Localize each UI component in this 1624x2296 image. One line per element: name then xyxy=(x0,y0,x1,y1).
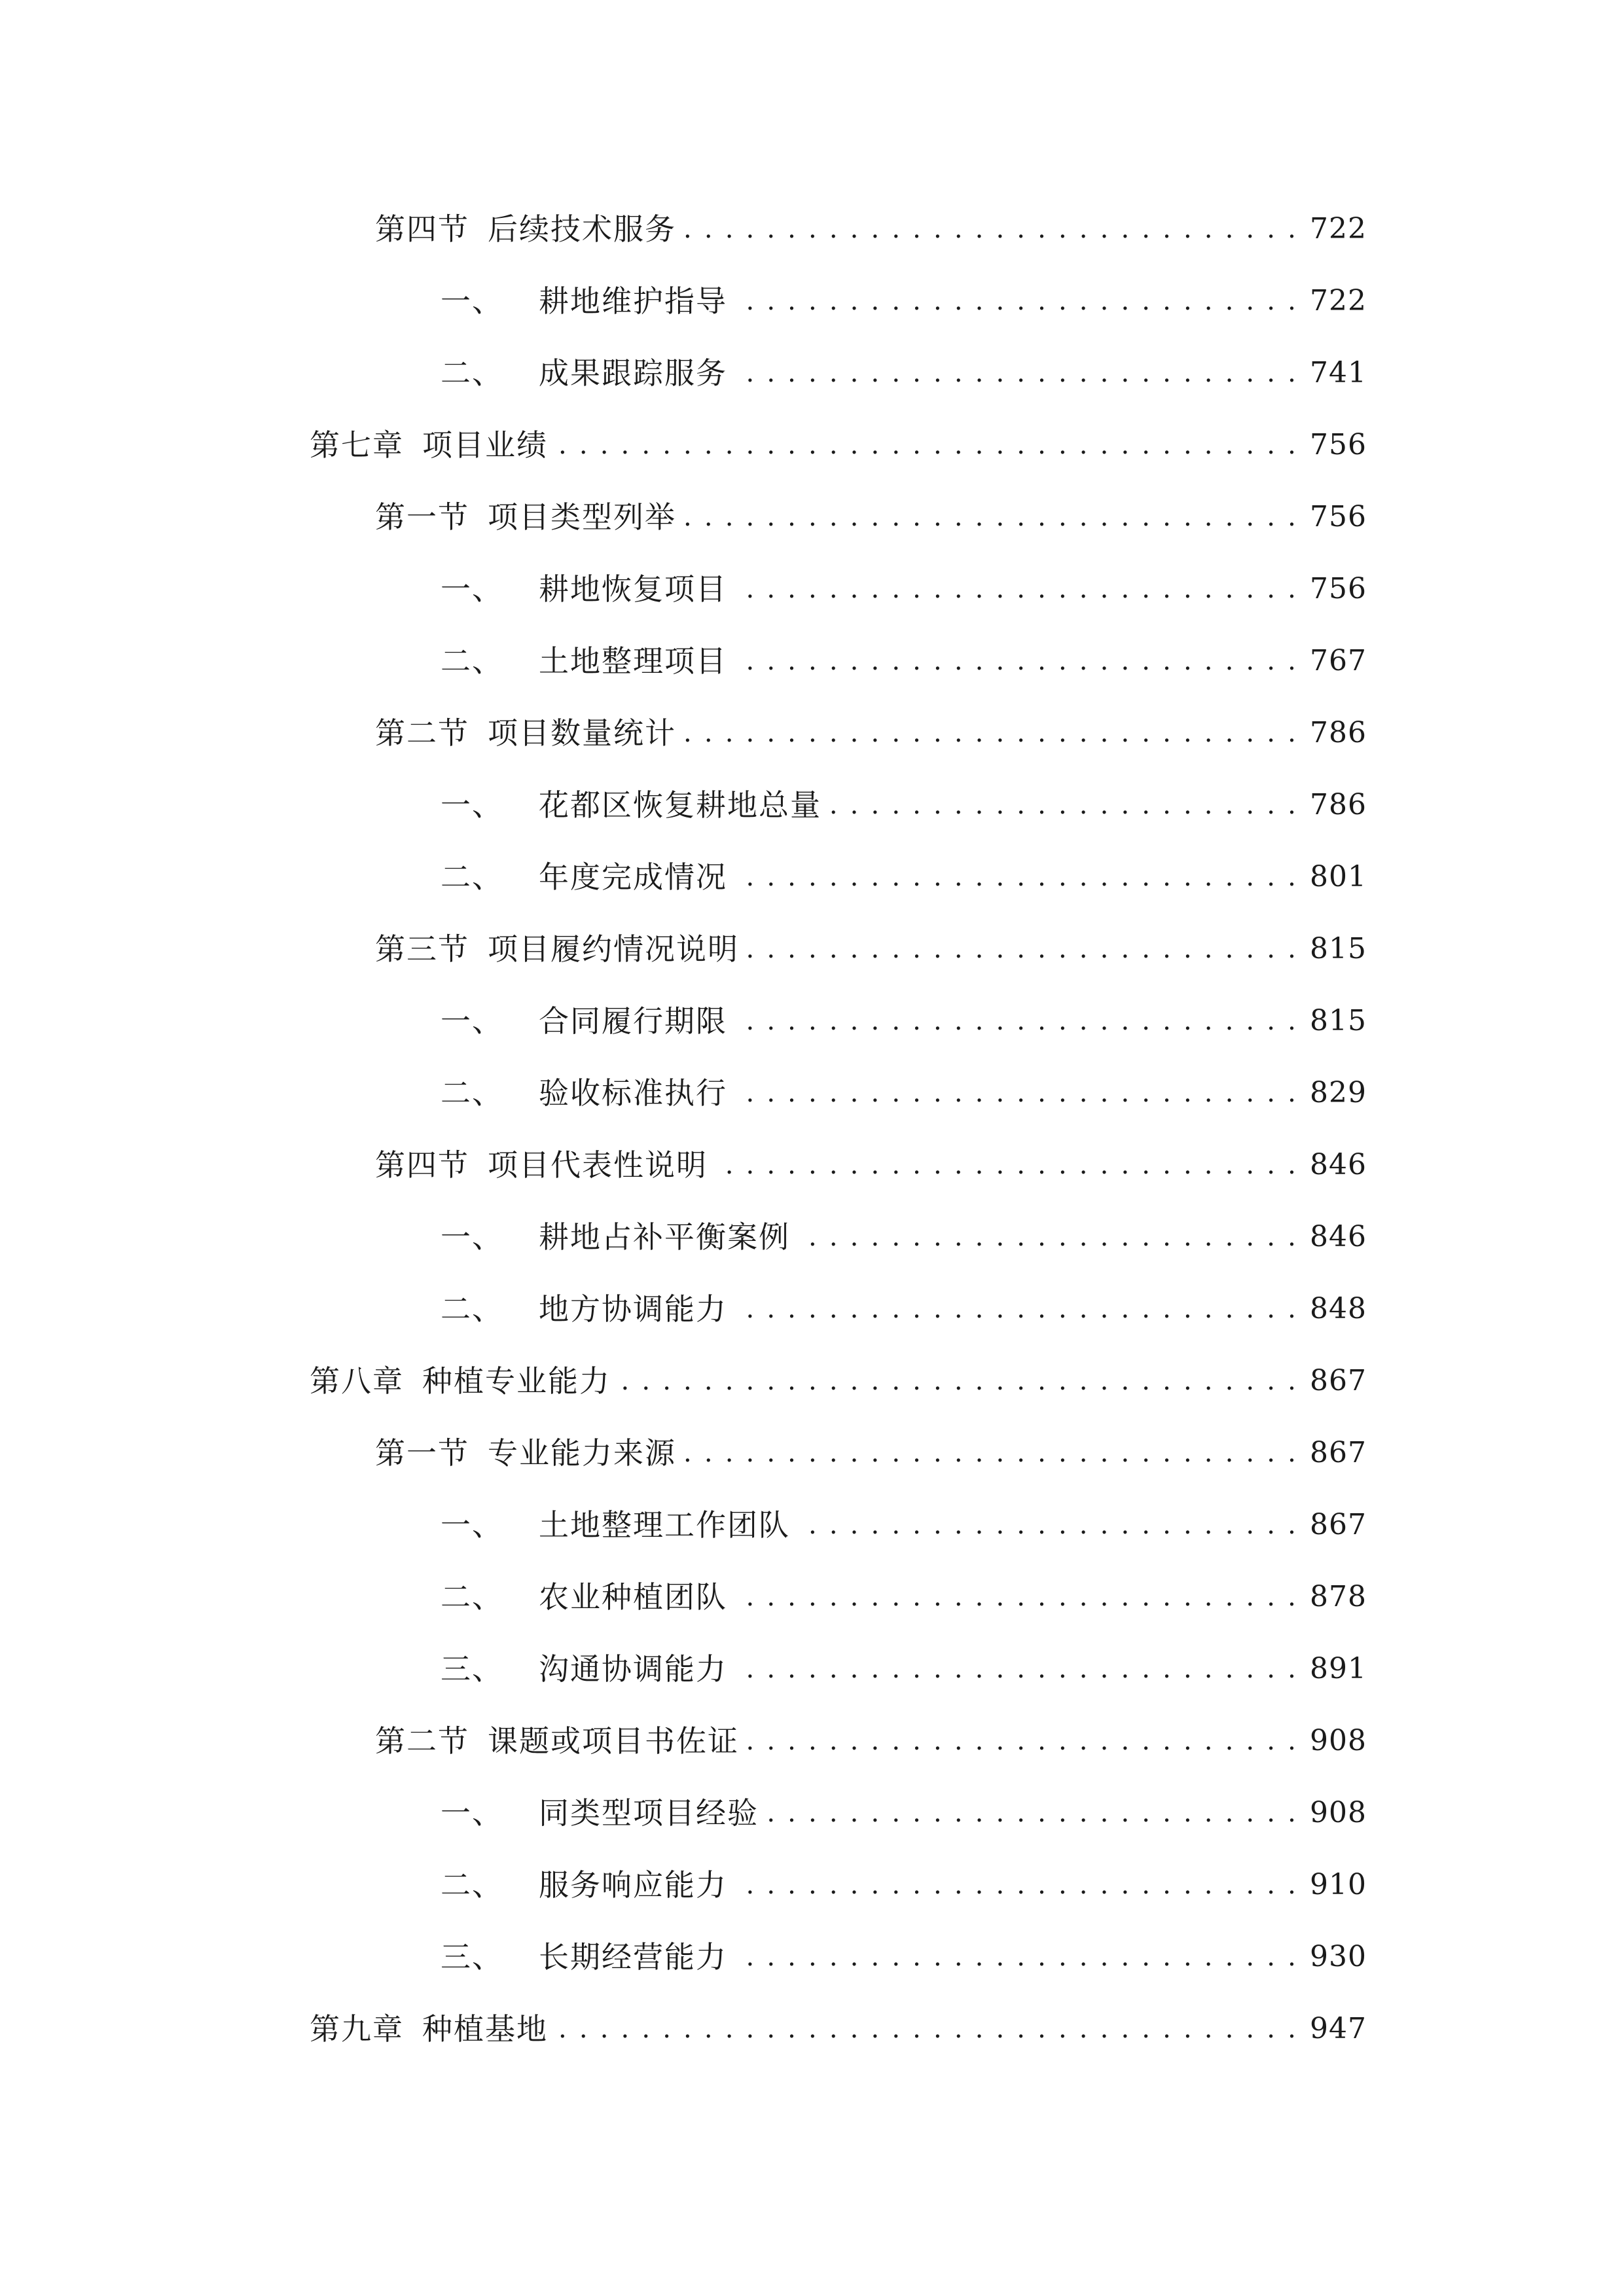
toc-entry[interactable] xyxy=(441,635,1367,687)
page-number: 908 xyxy=(1310,1796,1367,1829)
entry-title: 项目类型列举 xyxy=(488,499,676,535)
dot-leader xyxy=(734,347,1298,399)
page-number: 846 xyxy=(1310,1148,1367,1181)
entry-number: 三、 xyxy=(441,1651,503,1687)
dot-leader xyxy=(734,635,1298,687)
entry-title: 耕地恢复项目 xyxy=(539,571,727,607)
entry-number: 二、 xyxy=(441,1291,503,1327)
toc-entry[interactable] xyxy=(441,1499,1367,1551)
entry-number: 二、 xyxy=(441,643,503,679)
entry-number: 一、 xyxy=(441,283,503,319)
entry-number: 二、 xyxy=(441,355,503,391)
dot-leader xyxy=(765,1787,1298,1839)
page-number: 910 xyxy=(1310,1868,1367,1901)
entry-number: 一、 xyxy=(441,1003,503,1039)
entry-number: 二、 xyxy=(441,1867,503,1903)
entry-title: 成果跟踪服务 xyxy=(539,355,727,391)
dot-leader xyxy=(683,1427,1298,1479)
entry-number: 第八章 xyxy=(310,1363,404,1399)
entry-number: 第二节 xyxy=(375,715,469,751)
entry-number: 一、 xyxy=(441,1507,503,1543)
page-number: 815 xyxy=(1310,1004,1367,1037)
toc-entry[interactable] xyxy=(441,779,1367,831)
page-number: 891 xyxy=(1310,1652,1367,1685)
entry-title: 地方协调能力 xyxy=(539,1291,727,1327)
entry-title: 项目数量统计 xyxy=(488,715,676,751)
entry-number: 二、 xyxy=(441,859,503,895)
toc-entry[interactable] xyxy=(441,347,1367,399)
dot-leader xyxy=(683,491,1298,543)
page-number: 786 xyxy=(1310,716,1367,749)
entry-title: 专业能力来源 xyxy=(488,1435,676,1471)
entry-number: 第三节 xyxy=(375,931,469,967)
entry-number: 第一节 xyxy=(375,1435,469,1471)
entry-number: 一、 xyxy=(441,571,503,607)
toc-entry[interactable] xyxy=(375,1139,1367,1191)
dot-leader xyxy=(683,203,1298,255)
dot-leader xyxy=(734,1859,1298,1911)
entry-number: 二、 xyxy=(441,1579,503,1615)
entry-title: 土地整理工作团队 xyxy=(539,1507,790,1543)
dot-leader xyxy=(734,995,1298,1047)
toc-entry[interactable] xyxy=(375,923,1367,975)
page-number: 722 xyxy=(1310,212,1367,245)
toc-entry[interactable] xyxy=(441,1571,1367,1623)
entry-title: 沟通协调能力 xyxy=(539,1651,727,1687)
toc-entry[interactable] xyxy=(441,1211,1367,1263)
toc-entry[interactable] xyxy=(310,2003,1367,2055)
entry-title: 种植基地 xyxy=(422,2011,548,2047)
toc-entry[interactable] xyxy=(441,563,1367,615)
entry-number: 第七章 xyxy=(310,427,404,463)
entry-number: 第四节 xyxy=(375,211,469,247)
page-number: 767 xyxy=(1310,644,1367,677)
entry-title: 种植专业能力 xyxy=(422,1363,611,1399)
entry-number: 第九章 xyxy=(310,2011,404,2047)
toc-entry[interactable] xyxy=(441,1067,1367,1119)
dot-leader xyxy=(734,1643,1298,1695)
page-number: 867 xyxy=(1310,1508,1367,1541)
page-number: 786 xyxy=(1310,788,1367,821)
toc-entry[interactable] xyxy=(441,1283,1367,1335)
entry-number: 第四节 xyxy=(375,1147,469,1183)
page-number: 756 xyxy=(1310,572,1367,605)
page-number: 829 xyxy=(1310,1076,1367,1109)
entry-title: 花都区恢复耕地总量 xyxy=(539,787,821,823)
entry-title: 后续技术服务 xyxy=(488,211,676,247)
dot-leader xyxy=(746,923,1298,975)
page-number: 846 xyxy=(1310,1220,1367,1253)
entry-title: 年度完成情况 xyxy=(539,859,727,895)
toc-entry[interactable] xyxy=(441,1787,1367,1839)
toc-entry[interactable] xyxy=(375,707,1367,759)
entry-title: 验收标准执行 xyxy=(539,1075,727,1111)
dot-leader xyxy=(734,1067,1298,1119)
entry-number: 第一节 xyxy=(375,499,469,535)
dot-leader xyxy=(828,779,1298,831)
entry-number: 一、 xyxy=(441,787,503,823)
page-number: 801 xyxy=(1310,860,1367,893)
entry-title: 合同履行期限 xyxy=(539,1003,727,1039)
entry-title: 耕地占补平衡案例 xyxy=(539,1219,790,1255)
entry-title: 土地整理项目 xyxy=(539,643,727,679)
dot-leader xyxy=(734,275,1298,327)
toc-entry[interactable] xyxy=(310,1355,1367,1407)
page-number: 815 xyxy=(1310,932,1367,965)
toc-entry[interactable] xyxy=(441,275,1367,327)
dot-leader xyxy=(734,1283,1298,1335)
toc-entry[interactable] xyxy=(441,995,1367,1047)
entry-title: 服务响应能力 xyxy=(539,1867,727,1903)
dot-leader xyxy=(734,563,1298,615)
dot-leader xyxy=(683,707,1298,759)
entry-title: 长期经营能力 xyxy=(539,1939,727,1975)
dot-leader xyxy=(734,1931,1298,1983)
dot-leader xyxy=(617,1355,1298,1407)
page-number: 867 xyxy=(1310,1436,1367,1469)
dot-leader xyxy=(554,2003,1298,2055)
entry-number: 三、 xyxy=(441,1939,503,1975)
toc-entry[interactable] xyxy=(375,1427,1367,1479)
toc-entry[interactable] xyxy=(375,491,1367,543)
dot-leader xyxy=(734,851,1298,903)
dot-leader xyxy=(554,419,1298,471)
page-number: 930 xyxy=(1310,1940,1367,1973)
dot-leader xyxy=(734,1571,1298,1623)
toc-entry[interactable] xyxy=(310,419,1367,471)
toc-entry[interactable] xyxy=(375,203,1367,255)
dot-leader xyxy=(714,1139,1298,1191)
dot-leader xyxy=(746,1715,1298,1767)
entry-title: 农业种植团队 xyxy=(539,1579,727,1615)
page-number: 908 xyxy=(1310,1724,1367,1757)
page-number: 722 xyxy=(1310,284,1367,317)
dot-leader xyxy=(797,1211,1298,1263)
entry-number: 第二节 xyxy=(375,1723,469,1759)
toc-entry[interactable] xyxy=(441,1859,1367,1911)
toc-entry[interactable] xyxy=(441,1643,1367,1695)
page-number: 878 xyxy=(1310,1580,1367,1613)
entry-title: 项目业绩 xyxy=(422,427,548,463)
toc-entry[interactable] xyxy=(441,1931,1367,1983)
entry-title: 项目履约情况说明 xyxy=(488,931,739,967)
page-number: 848 xyxy=(1310,1292,1367,1325)
entry-title: 同类型项目经验 xyxy=(539,1795,759,1831)
entry-number: 一、 xyxy=(441,1219,503,1255)
entry-number: 二、 xyxy=(441,1075,503,1111)
page-number: 741 xyxy=(1310,356,1367,389)
page-number: 867 xyxy=(1310,1364,1367,1397)
toc-entry[interactable] xyxy=(441,851,1367,903)
page-number: 756 xyxy=(1310,428,1367,461)
entry-number: 一、 xyxy=(441,1795,503,1831)
page-number: 756 xyxy=(1310,500,1367,533)
entry-title: 项目代表性说明 xyxy=(488,1147,708,1183)
dot-leader xyxy=(797,1499,1298,1551)
entry-title: 耕地维护指导 xyxy=(539,283,727,319)
page-number: 947 xyxy=(1310,2012,1367,2045)
entry-title: 课题或项目书佐证 xyxy=(488,1723,739,1759)
toc-entry[interactable] xyxy=(375,1715,1367,1767)
